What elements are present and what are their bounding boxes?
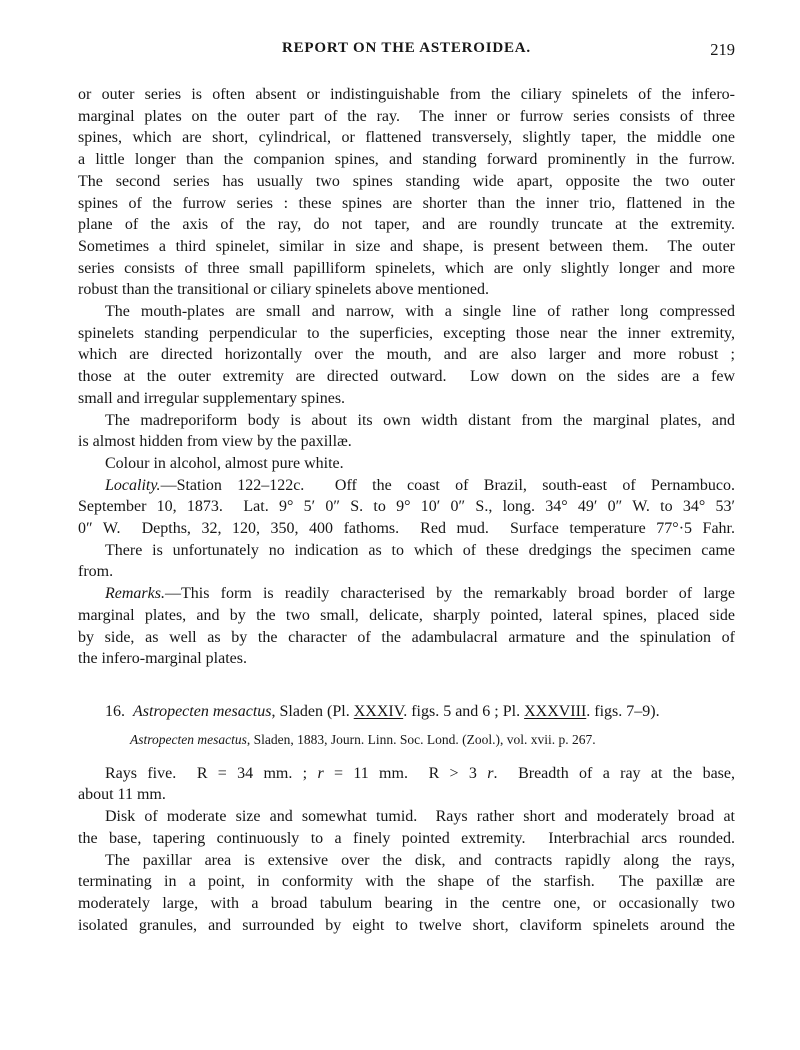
paragraph-continuation: or outer series is often absent or indistinguishable from the ciliary spinelets of the infero- marginal plates on the outer part of the ray. The inner or furrow series consists of three spines, which are short, cylindrical, or flattened transversely, slightly taper, the middle one a little longer than the companion spines, and standing forward prominently in the furrow. The second series has usually two spines standing wide apart, opposite the two outer spines of the furrow series : these spines are shorter than the inner trio, flattened in the plane of the axis of the ray, do not taper, and are roundly truncate at the extremity. Sometimes a third spinelet, similar in size and shape, is present between them. The outer series consists of three small papilliform spinelets, which are only slightly longer and more robust than the transitional or ciliary spinelets above mentioned.	[78, 86, 735, 299]
page-header	[78, 40, 735, 62]
species-heading: 16. Astropecten mesactus, Sladen (Pl. XXXIV. figs. 5 and 6 ; Pl. XXXVIII. figs. 7–9).	[105, 702, 660, 720]
measurements-paragraph: Rays five. R = 34 mm. ; r = 11 mm. R > 3 r. Breadth of a ray at the base, about 11 mm.	[78, 764, 736, 804]
species-citation: Astropecten mesactus, Sladen, 1883, Journ. Linn. Soc. Lond. (Zool.), vol. xvii. p. 267.	[130, 731, 596, 747]
remarks-paragraph: Remarks.—This form is readily characterised by the remarkably broad border of large marginal plates, and by the two small, delicate, sharply pointed, lateral spines, placed side by side, as well as by the character of the adambulacral armature and the spinulation of the infero-marginal plates.	[78, 585, 735, 668]
document-body	[78, 84, 735, 936]
paragraph: The mouth-plates are small and narrow, with a single line of rather long compressed spinelets standing perpendicular to the superficies, excepting those near the inner extremity, which are directed horizontally over the mouth, and are also larger and more robust ; those at the outer extremity are directed outward. Low down on the sides are a few small and irregular supplementary spines.	[78, 303, 735, 407]
paragraph: The paxillar area is extensive over the disk, and contracts rapidly along the rays, terminating in a point, in conformity with the shape of the starfish. The paxillæ are moderately large, with a broad tabulum bearing in the centre one, or occasionally two isolated granules, and surrounded by eight to twelve short, claviform spinelets around the	[78, 851, 735, 934]
locality-paragraph: Locality.—Station 122–122c. Off the coast of Brazil, south-east of Pernambuco. September 10, 1873. Lat. 9° 5′ 0″ S. to 9° 10′ 0″ S., long. 34° 49′ 0″ W. to 34° 53′ 0″ W. Depths, 32, 120, 350, 400 fathoms. Red mud. Surface temperature 77°·5 Fahr.	[78, 476, 735, 538]
running-title: REPORT ON THE ASTEROIDEA.	[282, 40, 531, 56]
paragraph: Colour in alcohol, almost pure white.	[105, 454, 344, 472]
page-number: 219	[710, 40, 735, 59]
paragraph: Disk of moderate size and somewhat tumid. Rays rather short and moderately broad at the base, tapering continuously to a finely pointed extremity. Interbrachial arcs rounded.	[78, 808, 735, 847]
paragraph: There is unfortunately no indication as to which of these dredgings the specimen came from.	[78, 541, 735, 581]
paragraph: The madreporiform body is about its own width distant from the marginal plates, and is almost hidden from view by the paxillæ.	[78, 411, 735, 451]
